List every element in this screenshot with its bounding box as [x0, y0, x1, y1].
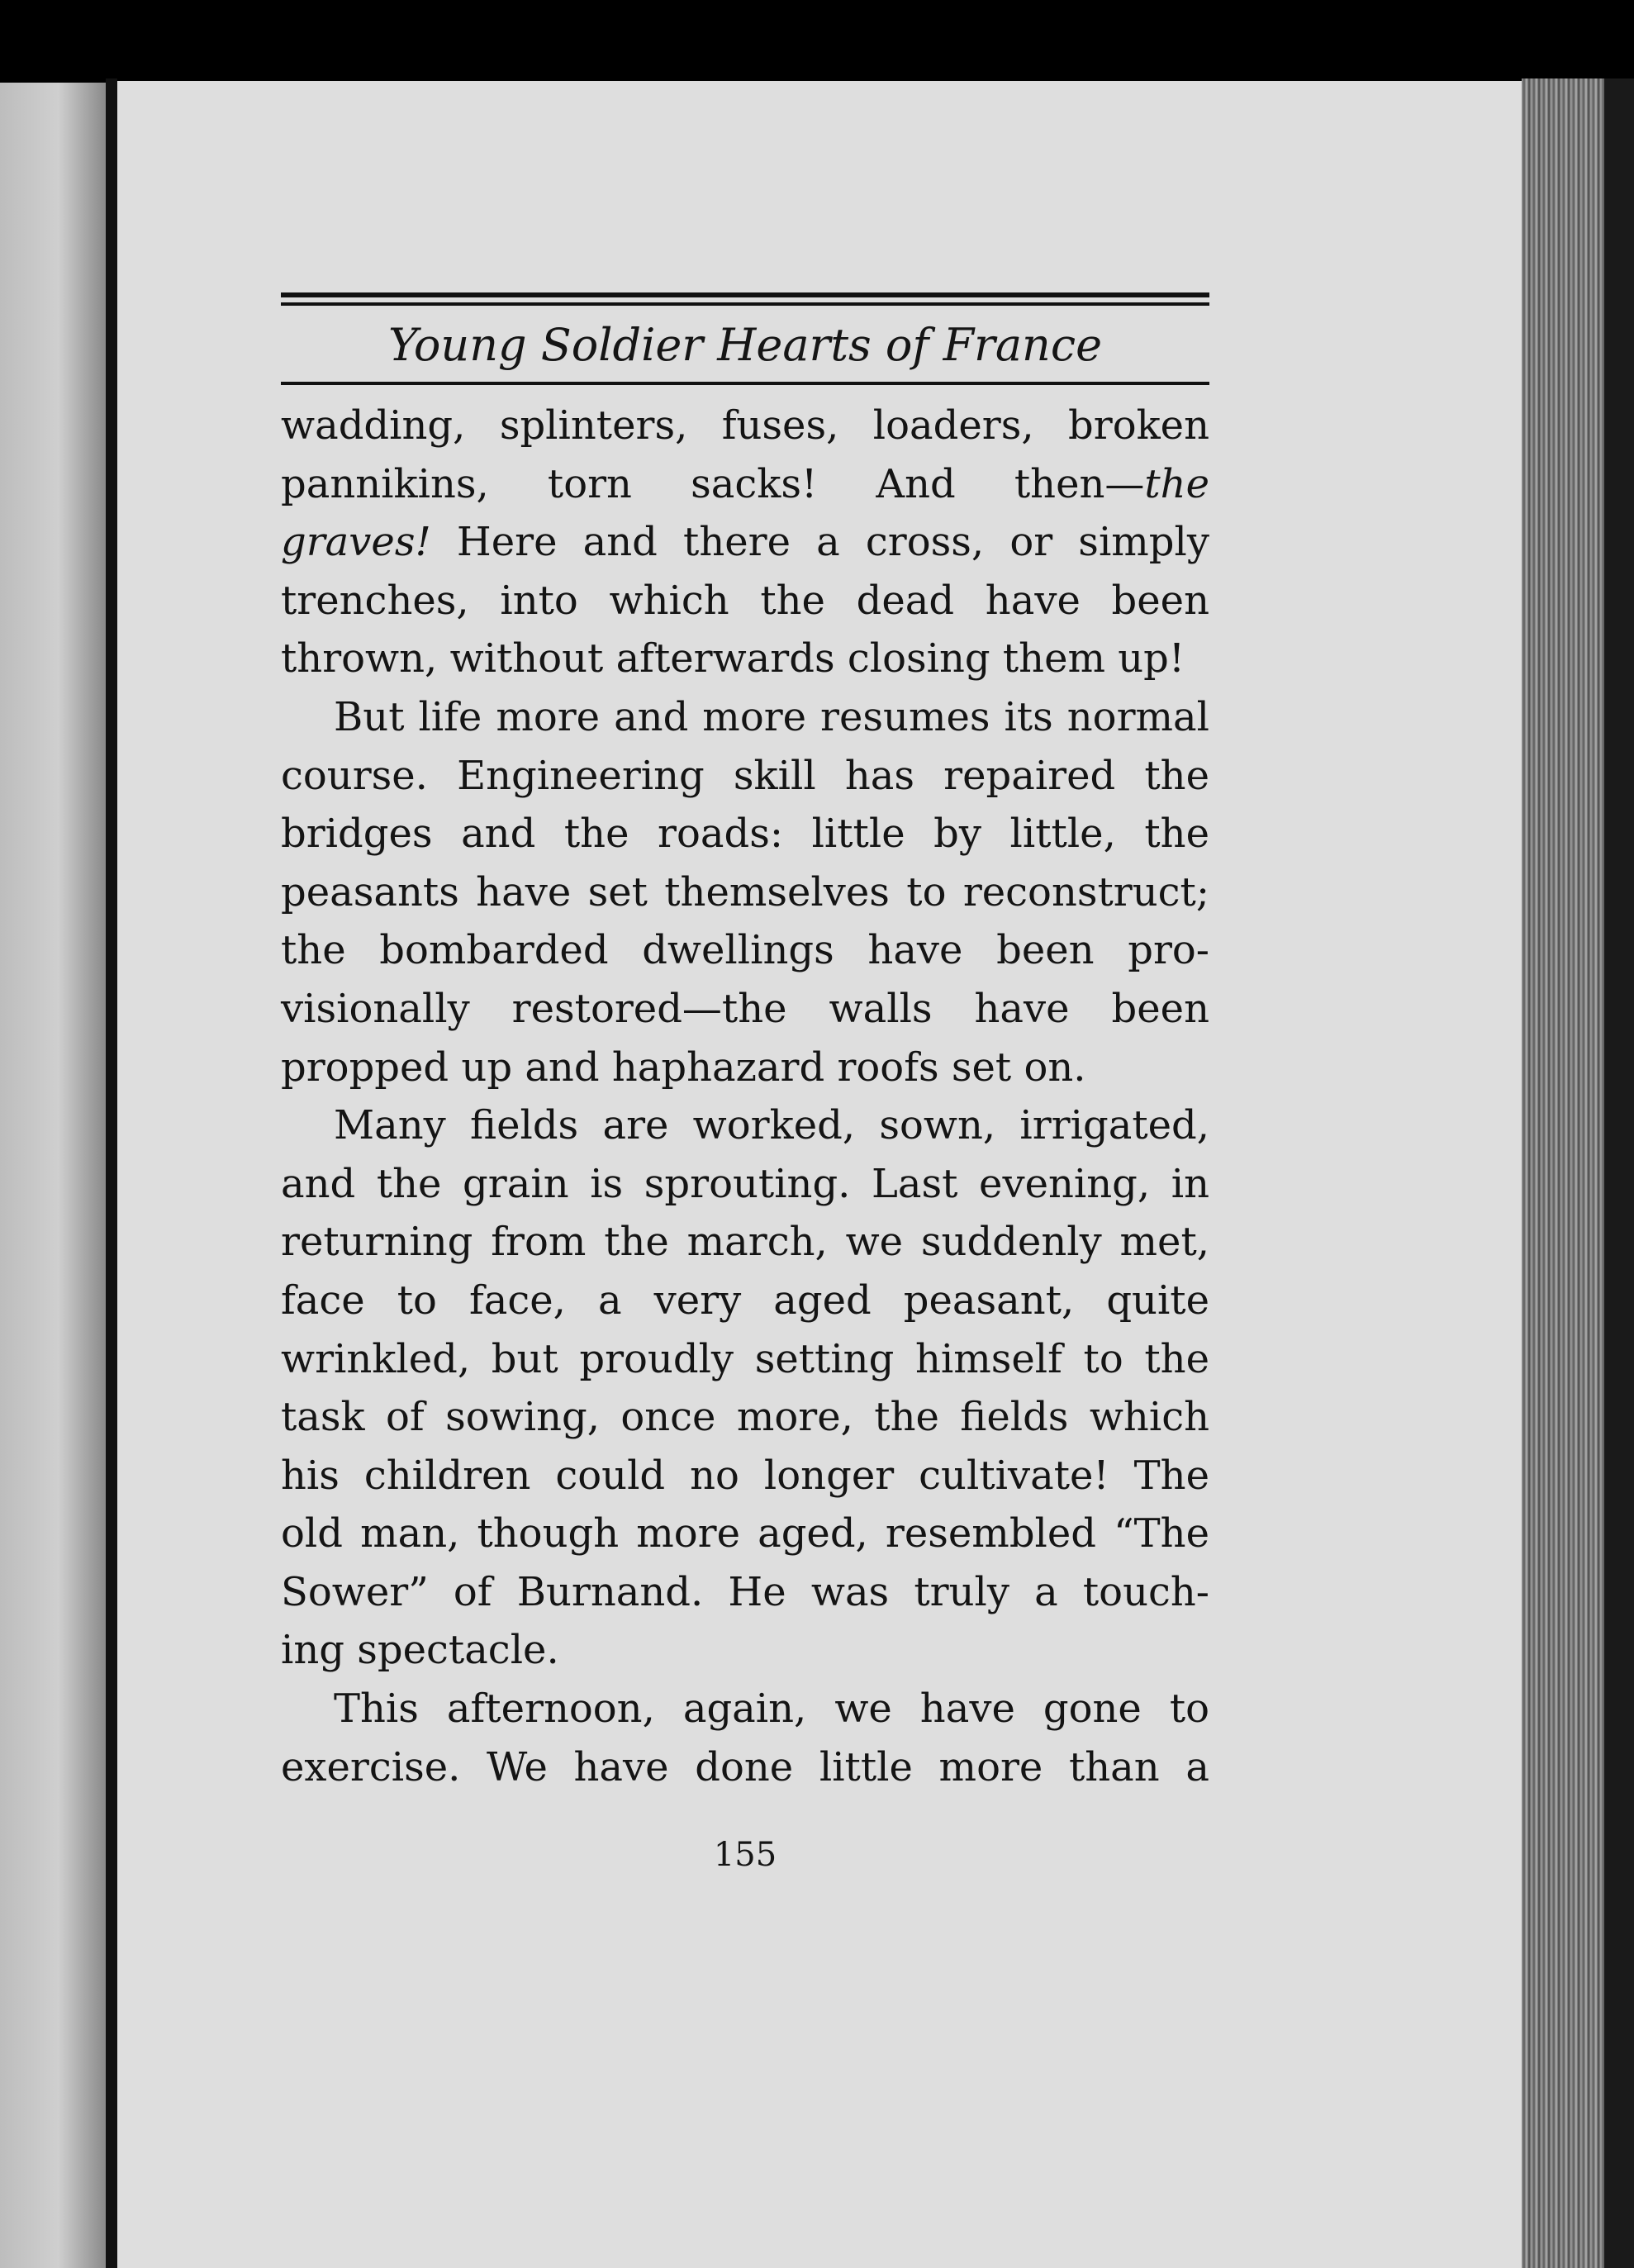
italic-text: graves!	[281, 519, 431, 566]
text-run: This afternoon, again, we have gone to	[334, 1686, 1209, 1733]
text-run: returning from the march, we suddenly met,	[281, 1219, 1209, 1266]
header-rule-top-thin	[281, 302, 1209, 306]
text-line	[281, 630, 1209, 688]
text-run: Sower” of Burnand. He was truly a touch-	[281, 1568, 1209, 1615]
text-line	[281, 1680, 1209, 1738]
text-run: old man, though more aged, resembled “The	[281, 1510, 1209, 1557]
text-line	[281, 1272, 1209, 1330]
text-line	[281, 1563, 1209, 1622]
page-number: 155	[713, 1836, 777, 1874]
text-line	[281, 397, 1209, 455]
text-run: wadding, splinters, fuses, loaders, broken	[281, 402, 1209, 449]
text-run: ing spectacle.	[281, 1627, 559, 1674]
text-run: bridges and the roads: little by little, the	[281, 811, 1209, 858]
text-run: wrinkled, but proudly setting himself to the	[281, 1335, 1209, 1382]
text-line	[281, 1388, 1209, 1447]
header-rule-bottom	[281, 382, 1209, 385]
text-line	[281, 1155, 1209, 1214]
text-line	[281, 747, 1209, 806]
text-line	[281, 1096, 1209, 1155]
text-run: Here and there a cross, or simply	[430, 519, 1209, 566]
text-run: pannikins, torn sacks! And then—	[281, 460, 1145, 507]
header-rule-top	[281, 292, 1209, 297]
binding-gutter	[106, 78, 117, 2268]
text-line	[281, 513, 1209, 572]
text-line	[281, 1505, 1209, 1563]
text-run: peasants have set themselves to reconstruct;	[281, 868, 1209, 915]
page-edges	[1522, 78, 1604, 2268]
text-run: visionally restored—the walls have been	[281, 985, 1209, 1032]
text-line	[281, 1213, 1209, 1272]
text-run: thrown, without afterwards closing them up!	[281, 635, 1185, 682]
text-line	[281, 805, 1209, 863]
text-line	[281, 921, 1209, 980]
text-run: the bombarded dwellings have been pro-	[281, 927, 1209, 974]
text-line	[281, 980, 1209, 1039]
text-run: face to face, a very aged peasant, quite	[281, 1277, 1209, 1324]
text-line	[281, 688, 1209, 747]
italic-text: the	[1144, 460, 1209, 507]
book-cover-edge	[1604, 78, 1634, 2268]
text-line	[281, 1621, 1209, 1680]
text-run: his children could no longer cultivate! The	[281, 1452, 1209, 1499]
text-line	[281, 1330, 1209, 1389]
text-run: Many fields are worked, sown, irrigated,	[334, 1102, 1209, 1149]
text-line	[281, 863, 1209, 922]
text-run: and the grain is sprouting. Last evening, in	[281, 1160, 1209, 1207]
text-line	[281, 455, 1209, 514]
text-run: task of sowing, once more, the fields which	[281, 1394, 1209, 1441]
text-line	[281, 1738, 1209, 1797]
facing-page-edge	[0, 83, 106, 2268]
text-run: propped up and haphazard roofs set on.	[281, 1044, 1086, 1091]
text-line	[281, 1039, 1209, 1097]
body-text	[281, 397, 1209, 1796]
text-line	[281, 1447, 1209, 1505]
text-run: exercise. We have done little more than a	[281, 1743, 1209, 1790]
text-run: course. Engineering skill has repaired the	[281, 752, 1209, 799]
text-line	[281, 572, 1209, 630]
running-head: Young Soldier Hearts of France	[387, 319, 1103, 371]
text-run: trenches, into which the dead have been	[281, 577, 1209, 624]
text-run: But life more and more resumes its normal	[334, 693, 1209, 740]
